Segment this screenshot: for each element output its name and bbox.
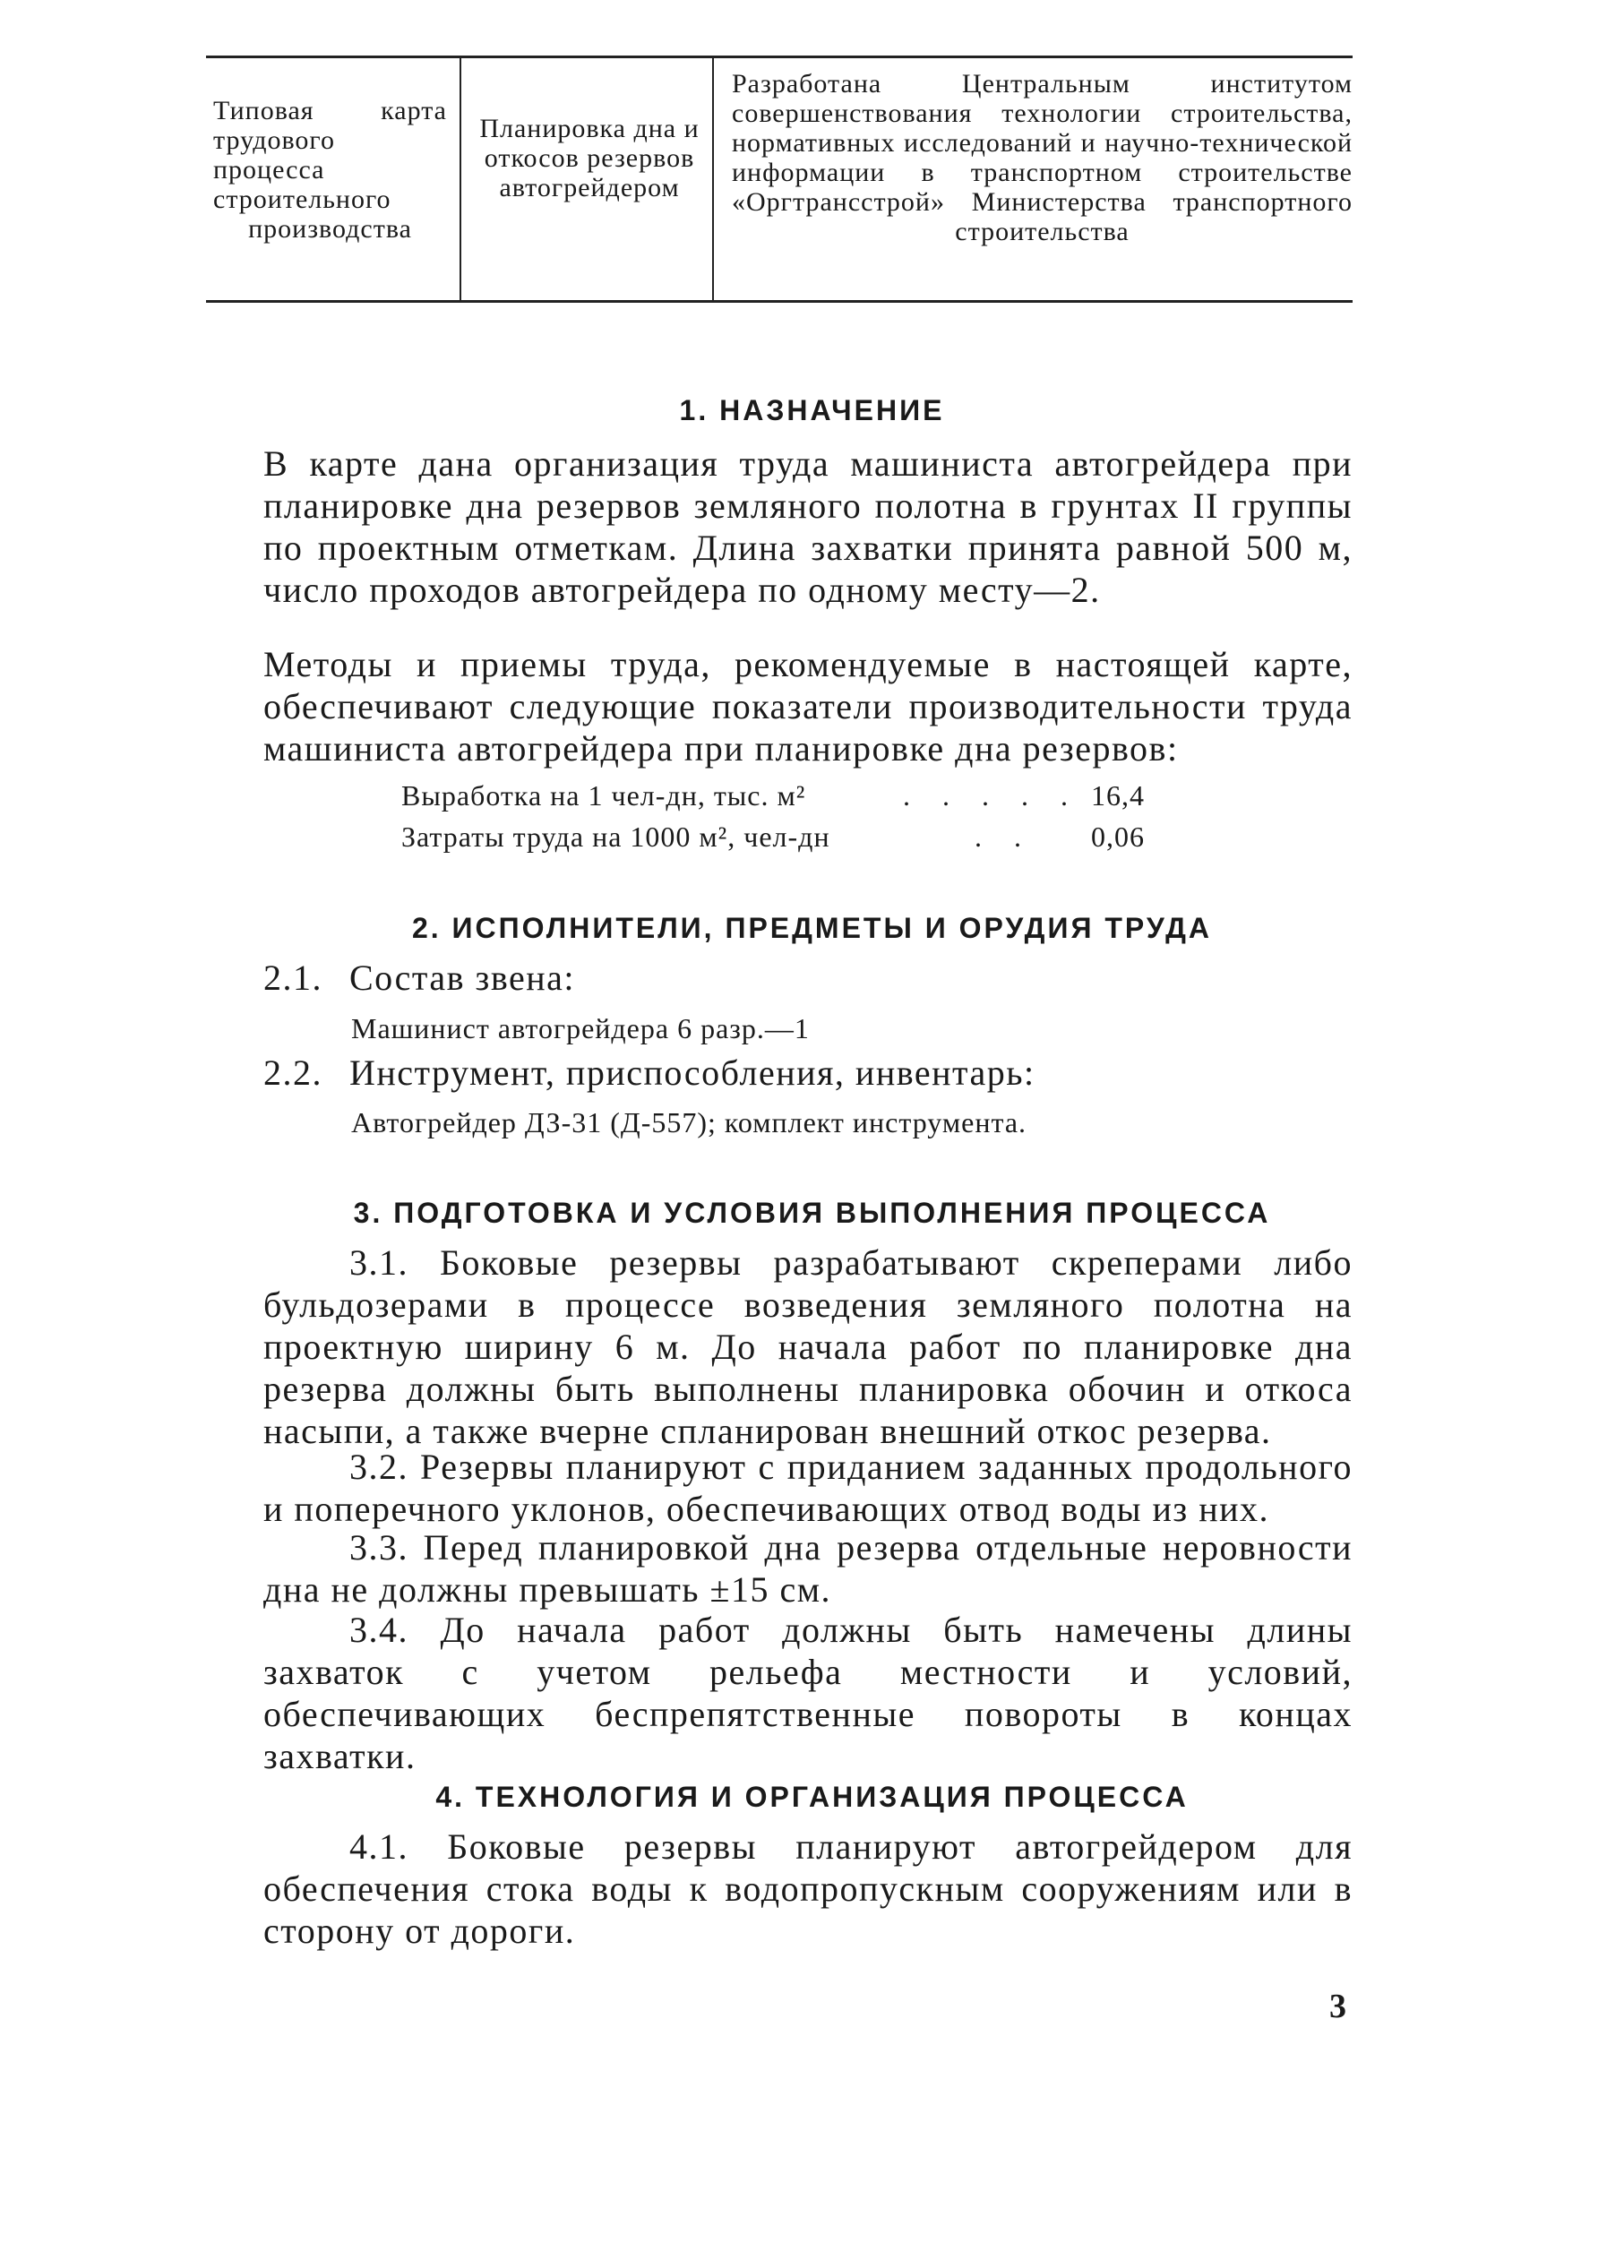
section-3-heading: 3. ПОДГОТОВКА И УСЛОВИЯ ВЫПОЛНЕНИЯ ПРОЦЕССА (353, 1197, 1271, 1229)
header-cell-title (461, 58, 714, 300)
page-number: 3 (1329, 1988, 1346, 2025)
header-cell-card-type (206, 58, 461, 300)
section-4-paragraph-1: 4.1. Боковые резервы планируют автогрейдером для обеспечения стока воды к водопропускным сооружениям или в сторону от дороги. (263, 1826, 1353, 1951)
item-2-2-number: 2.2. (263, 1052, 322, 1093)
item-2-1-detail: Машинист автогрейдера 6 разр.—1 (351, 1012, 810, 1044)
stat-output-value: 16,4 (1091, 779, 1145, 812)
item-2-1-number: 2.1. (263, 958, 322, 998)
stat-labor-dots: . . (975, 820, 1034, 853)
section-3-paragraph-4: 3.4. До начала работ должны быть намечены длины захваток с учетом рельефа местности и условий, обеспечивающих беспрепятственные повороты в концах захватки. (263, 1610, 1353, 1776)
section-4-heading: 4. ТЕХНОЛОГИЯ И ОРГАНИЗАЦИЯ ПРОЦЕССА (435, 1781, 1189, 1813)
stat-output-dots: . . . . . (903, 779, 1080, 812)
item-2-2-detail: Автогрейдер ДЗ-31 (Д-557); комплект инструмента. (351, 1106, 1027, 1138)
header-title-text: Планировка дна и откосов резервов автогрейдером (479, 114, 700, 202)
item-2-1-text: Состав звена: (349, 958, 576, 998)
stat-output-label: Выработка на 1 чел-дн, тыс. м² (401, 779, 806, 812)
section-2-heading: 2. ИСПОЛНИТЕЛИ, ПРЕДМЕТЫ И ОРУДИЯ ТРУДА (411, 912, 1213, 944)
stat-labor-value: 0,06 (1091, 820, 1145, 853)
item-2-2-text: Инструмент, приспособления, инвентарь: (349, 1052, 1035, 1093)
header-developer-text: Разработана Центральным институтом совершенствования технологии строительства, нормативных исследований и научно-технической информации в транспортном строительстве «Оргтрансстрой» Министерства транспортного строительства (732, 69, 1353, 246)
section-1-paragraph-1-text: В карте дана организация труда машиниста автогрейдера при планировке дна резервов земляного полотна в грунтах II группы по проектным отметкам. Длина захватки принята равной 500 м, число проходов автогрейдера по одному месту—2. (263, 443, 1353, 610)
section-1-paragraph-2: Методы и приемы труда, рекомендуемые в настоящей карте, обеспечивают следующие показатели производительности труда машиниста автогрейдера при планировке дна резервов: (263, 644, 1353, 769)
header-table (206, 56, 1353, 303)
section-1-heading: 1. НАЗНАЧЕНИЕ (679, 394, 945, 426)
header-card-type-text: Типовая карта трудового процесса строительного производства (213, 96, 447, 244)
section-3-paragraph-1: 3.1. Боковые резервы разрабатывают скреперами либо бульдозерами в процессе возведения земляного полотна на проектную ширину 6 м. До начала работ по планировке дна резерва должны быть выполнены планировка обочин и откоса насыпи, а также вчерне спланирован внешний откос резерва. (263, 1242, 1353, 1451)
section-3-paragraph-3: 3.3. Перед планировкой дна резерва отдельные неровности дна не должны превышать ±15 см. (263, 1527, 1353, 1610)
stat-labor-label: Затраты труда на 1000 м², чел-дн (401, 820, 830, 853)
header-cell-developer (714, 58, 1353, 300)
section-3-paragraph-2: 3.2. Резервы планируют с приданием заданных продольного и поперечного уклонов, обеспечивающих отвод воды из них. (263, 1447, 1353, 1529)
